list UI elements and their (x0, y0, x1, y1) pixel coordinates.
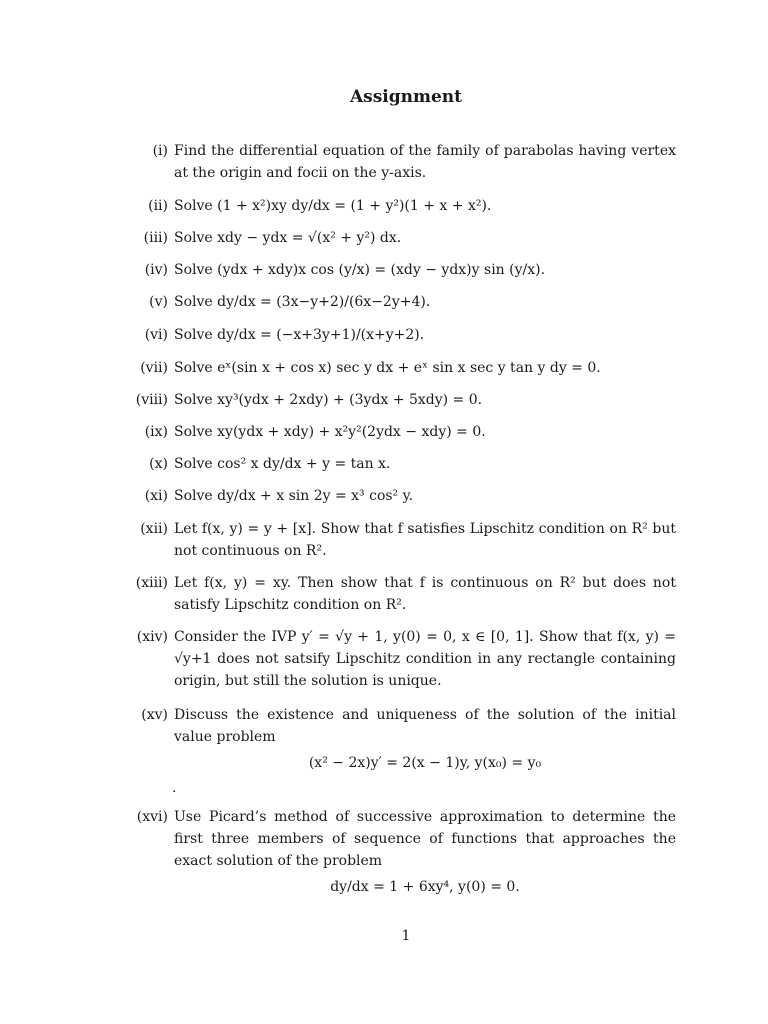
problem-number: (xv) (141, 707, 168, 723)
problem-number: (xii) (140, 521, 168, 537)
problem-number: (xvi) (136, 809, 168, 825)
problem-text: Solve cos² x dy/dx + y = tan x. (174, 456, 391, 472)
problem-number: (viii) (135, 392, 168, 408)
problem-item (130, 806, 676, 902)
problem-number: (x) (149, 456, 168, 472)
display-equation: (x² − 2x)y′ = 2(x − 1)y, y(x₀) = y₀ (308, 755, 542, 771)
problem-text: Let f(x, y) = y + [x]. Show that f satisfies Lipschitz condition on R² but not continuous on R². (174, 521, 676, 559)
problem-text: Consider the IVP y′ = √y + 1, y(0) = 0, x ∈ [0, 1]. Show that f(x, y) = √y+1 does not satsify Lipschitz condition in any rectangle containing origin, but still the solution is unique. (174, 629, 676, 689)
problem-text: Let f(x, y) = xy. Then show that f is continuous on R² but does not satisfy Lipschitz condition on R². (174, 575, 676, 613)
page-number: 1 (401, 928, 411, 944)
problem-number: (xiii) (135, 575, 168, 591)
problem-text: Solve (ydx + xdy)x cos (y/x) = (xdy − ydx)y sin (y/x). (174, 262, 546, 278)
problem-number: (ix) (144, 424, 168, 440)
problem-item (130, 572, 676, 616)
problem-text: Solve xy(ydx + xdy) + x²y²(2ydx − xdy) = 0. (174, 424, 486, 440)
problem-text: Discuss the existence and uniqueness of the solution of the initial value problem (174, 707, 676, 745)
trailing-period: . (172, 780, 177, 796)
problem-text: Solve dy/dx = (3x−y+2)/(6x−2y+4). (174, 294, 431, 310)
problem-item (130, 324, 676, 346)
problem-item (130, 259, 676, 281)
problem-text: Solve eˣ(sin x + cos x) sec y dx + eˣ sin x sec y tan y dy = 0. (174, 360, 601, 376)
problem-text: Use Picard’s method of successive approximation to determine the first three members of sequence of functions that approaches the exact solution of the problem (174, 809, 676, 869)
problem-text: Solve dy/dx + x sin 2y = x³ cos² y. (174, 488, 414, 504)
problem-number: (iv) (144, 262, 168, 278)
problem-number: (vii) (140, 360, 168, 376)
problem-number: (xiv) (136, 629, 168, 645)
problem-item (130, 421, 676, 443)
problem-text: Solve xdy − ydx = √(x² + y²) dx. (174, 230, 402, 246)
problem-text: Solve (1 + x²)xy dy/dx = (1 + y²)(1 + x + x²). (174, 198, 492, 214)
problem-item (130, 195, 676, 217)
problem-number: (v) (149, 294, 168, 310)
problem-number: (iii) (143, 230, 168, 246)
problem-text: Solve xy³(ydx + 2xdy) + (3ydx + 5xdy) = 0. (174, 392, 483, 408)
problem-item (130, 704, 676, 778)
problem-number: (ii) (148, 198, 168, 214)
problem-item (130, 291, 676, 313)
problem-item (130, 357, 676, 379)
page-title: Assignment (349, 87, 463, 107)
problem-item (130, 626, 676, 692)
problem-item (130, 227, 676, 249)
problem-item (130, 453, 676, 475)
problem-item (130, 485, 676, 507)
problem-item (130, 518, 676, 562)
problem-number: (vi) (144, 327, 168, 343)
display-equation: dy/dx = 1 + 6xy⁴, y(0) = 0. (330, 879, 520, 895)
problem-number: (i) (152, 143, 168, 159)
problem-item (130, 389, 676, 411)
problem-text: Solve dy/dx = (−x+3y+1)/(x+y+2). (174, 327, 425, 343)
problem-text: Find the differential equation of the family of parabolas having vertex at the origin and focii on the y-axis. (174, 143, 676, 181)
problem-number: (xi) (144, 488, 168, 504)
problem-item (130, 140, 676, 184)
